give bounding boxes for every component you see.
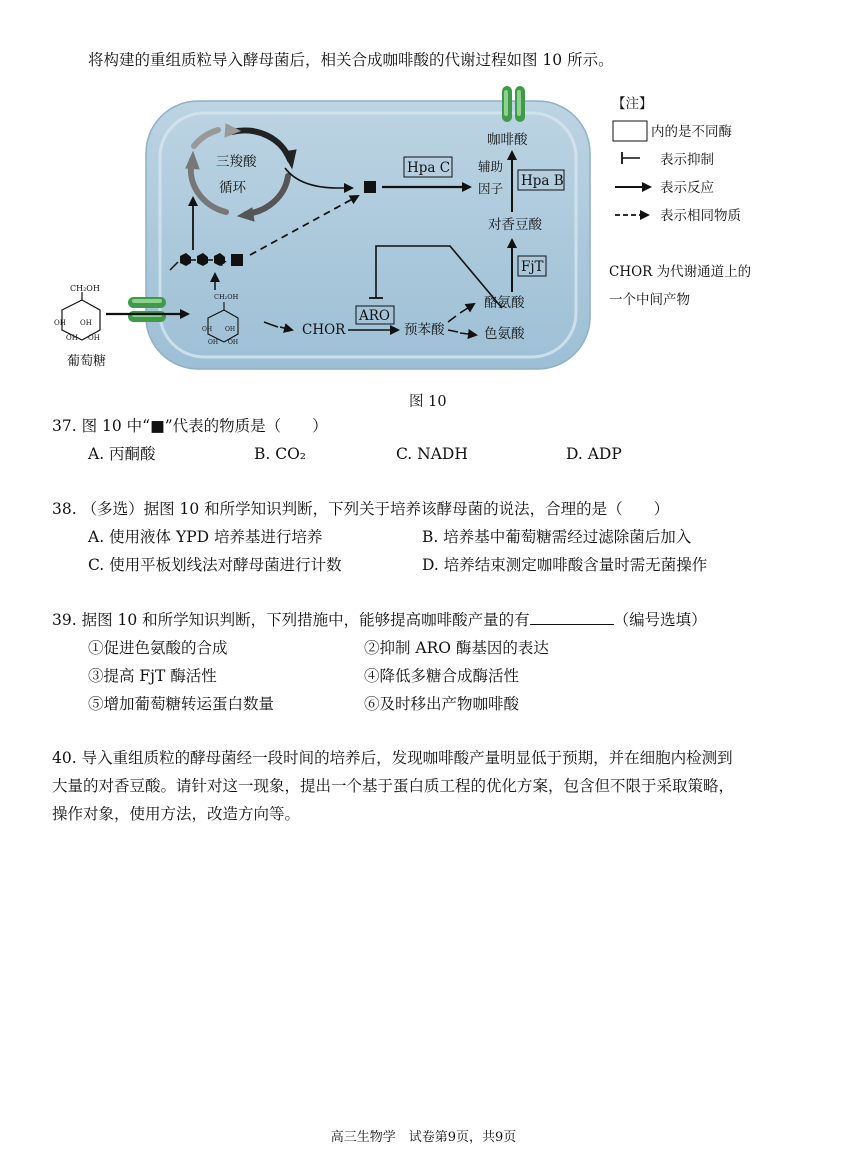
svg-text:OH: OH bbox=[202, 326, 213, 333]
page-footer: 高三生物学 试卷第9页，共9页 bbox=[330, 1130, 517, 1145]
q37-option-b: B. CO₂ bbox=[254, 445, 307, 463]
svg-text:酪氨酸: 酪氨酸 bbox=[484, 295, 525, 311]
svg-text:OH: OH bbox=[208, 339, 219, 346]
q38-stem: 38. （多选）据图 10 和所学知识判断，下列关于培养该酵母菌的说法，合理的是（ ） bbox=[52, 500, 670, 518]
q39-stem: 39. 据图 10 和所学知识判断，下列措施中，能够提高咖啡酸产量的有 （编号选填） bbox=[52, 611, 707, 629]
svg-text:Hpa C: Hpa C bbox=[407, 160, 451, 176]
unknown-substance-square bbox=[364, 181, 376, 193]
svg-text:ARO: ARO bbox=[359, 308, 390, 324]
svg-text:对香豆酸: 对香豆酸 bbox=[488, 217, 542, 233]
q37-stem: 37. 图 10 中“■”代表的物质是（ ） bbox=[52, 417, 328, 435]
q38-option-c: C. 使用平板划线法对酵母菌进行计数 bbox=[88, 556, 342, 574]
svg-text:OH: OH bbox=[66, 334, 78, 342]
q39-option-5: ⑤增加葡萄糖转运蛋白数量 bbox=[88, 695, 275, 713]
svg-text:+: + bbox=[216, 254, 228, 270]
q37-option-a: A. 丙酮酸 bbox=[88, 445, 156, 463]
q38-option-b: B. 培养基中葡萄糖需经过滤除菌后加入 bbox=[422, 528, 692, 546]
intro-text: 将构建的重组质粒导入酵母菌后，相关合成咖啡酸的代谢过程如图 10 所示。 bbox=[88, 51, 614, 69]
svg-text:OH: OH bbox=[228, 339, 239, 346]
svg-text:辅助: 辅助 bbox=[478, 159, 504, 174]
svg-text:CHOR 为代谢通道上的: CHOR 为代谢通道上的 bbox=[609, 264, 752, 280]
q39-option-2: ②抑制 ARO 酶基因的表达 bbox=[364, 639, 549, 657]
svg-text:咖啡酸: 咖啡酸 bbox=[487, 132, 528, 148]
svg-text:内的是不同酶: 内的是不同酶 bbox=[651, 124, 732, 140]
q39-option-6: ⑥及时移出产物咖啡酸 bbox=[364, 695, 520, 713]
svg-text:循环: 循环 bbox=[219, 180, 246, 196]
svg-text:OH: OH bbox=[80, 319, 92, 327]
svg-text:三羧酸: 三羧酸 bbox=[216, 154, 257, 170]
svg-text:表示反应: 表示反应 bbox=[660, 180, 714, 196]
metabolic-pathway-figure bbox=[0, 0, 847, 410]
q37-option-c: C. NADH bbox=[396, 445, 468, 463]
svg-text:CH₂OH: CH₂OH bbox=[214, 293, 239, 301]
svg-text:Hpa B: Hpa B bbox=[521, 173, 564, 189]
svg-text:色氨酸: 色氨酸 bbox=[484, 326, 525, 342]
glucose-label: 葡萄糖 bbox=[67, 354, 107, 369]
glucose-molecule-icon bbox=[62, 292, 100, 340]
q37-option-d: D. ADP bbox=[566, 445, 622, 463]
figure-legend bbox=[609, 96, 751, 308]
q39-option-3: ③提高 FjT 酶活性 bbox=[88, 667, 217, 685]
q40-line-3: 操作对象，使用方法，改造方向等。 bbox=[52, 805, 301, 823]
svg-text:表示抑制: 表示抑制 bbox=[660, 152, 714, 168]
q38-option-a: A. 使用液体 YPD 培养基进行培养 bbox=[88, 528, 323, 546]
q40-line-1: 40. 导入重组质粒的酵母菌经一段时间的培养后，发现咖啡酸产量明显低于预期，并在细胞内检测到 bbox=[52, 749, 733, 767]
svg-text:OH: OH bbox=[88, 334, 100, 342]
svg-text:OH: OH bbox=[54, 319, 66, 327]
svg-text:预苯酸: 预苯酸 bbox=[404, 322, 445, 338]
q40-line-2: 大量的对香豆酸。请针对这一现象，提出一个基于蛋白质工程的优化方案，包含但不限于采取策略， bbox=[52, 777, 735, 795]
svg-text:OH: OH bbox=[225, 326, 236, 333]
figure-caption: 图 10 bbox=[409, 394, 447, 410]
svg-text:因子: 因子 bbox=[478, 181, 504, 196]
svg-text:CHOR: CHOR bbox=[302, 322, 346, 338]
q39-option-4: ④降低多糖合成酶活性 bbox=[364, 667, 520, 685]
svg-text:表示相同物质: 表示相同物质 bbox=[660, 208, 741, 224]
svg-text:一个中间产物: 一个中间产物 bbox=[609, 292, 690, 308]
svg-text:【注】: 【注】 bbox=[612, 96, 653, 112]
q39-option-1: ①促进色氨酸的合成 bbox=[88, 639, 228, 657]
answer-blank bbox=[530, 610, 614, 625]
svg-text:FjT: FjT bbox=[521, 259, 544, 275]
q38-option-d: D. 培养结束测定咖啡酸含量时需无菌操作 bbox=[422, 556, 708, 574]
svg-text:CH₂OH: CH₂OH bbox=[70, 284, 100, 293]
